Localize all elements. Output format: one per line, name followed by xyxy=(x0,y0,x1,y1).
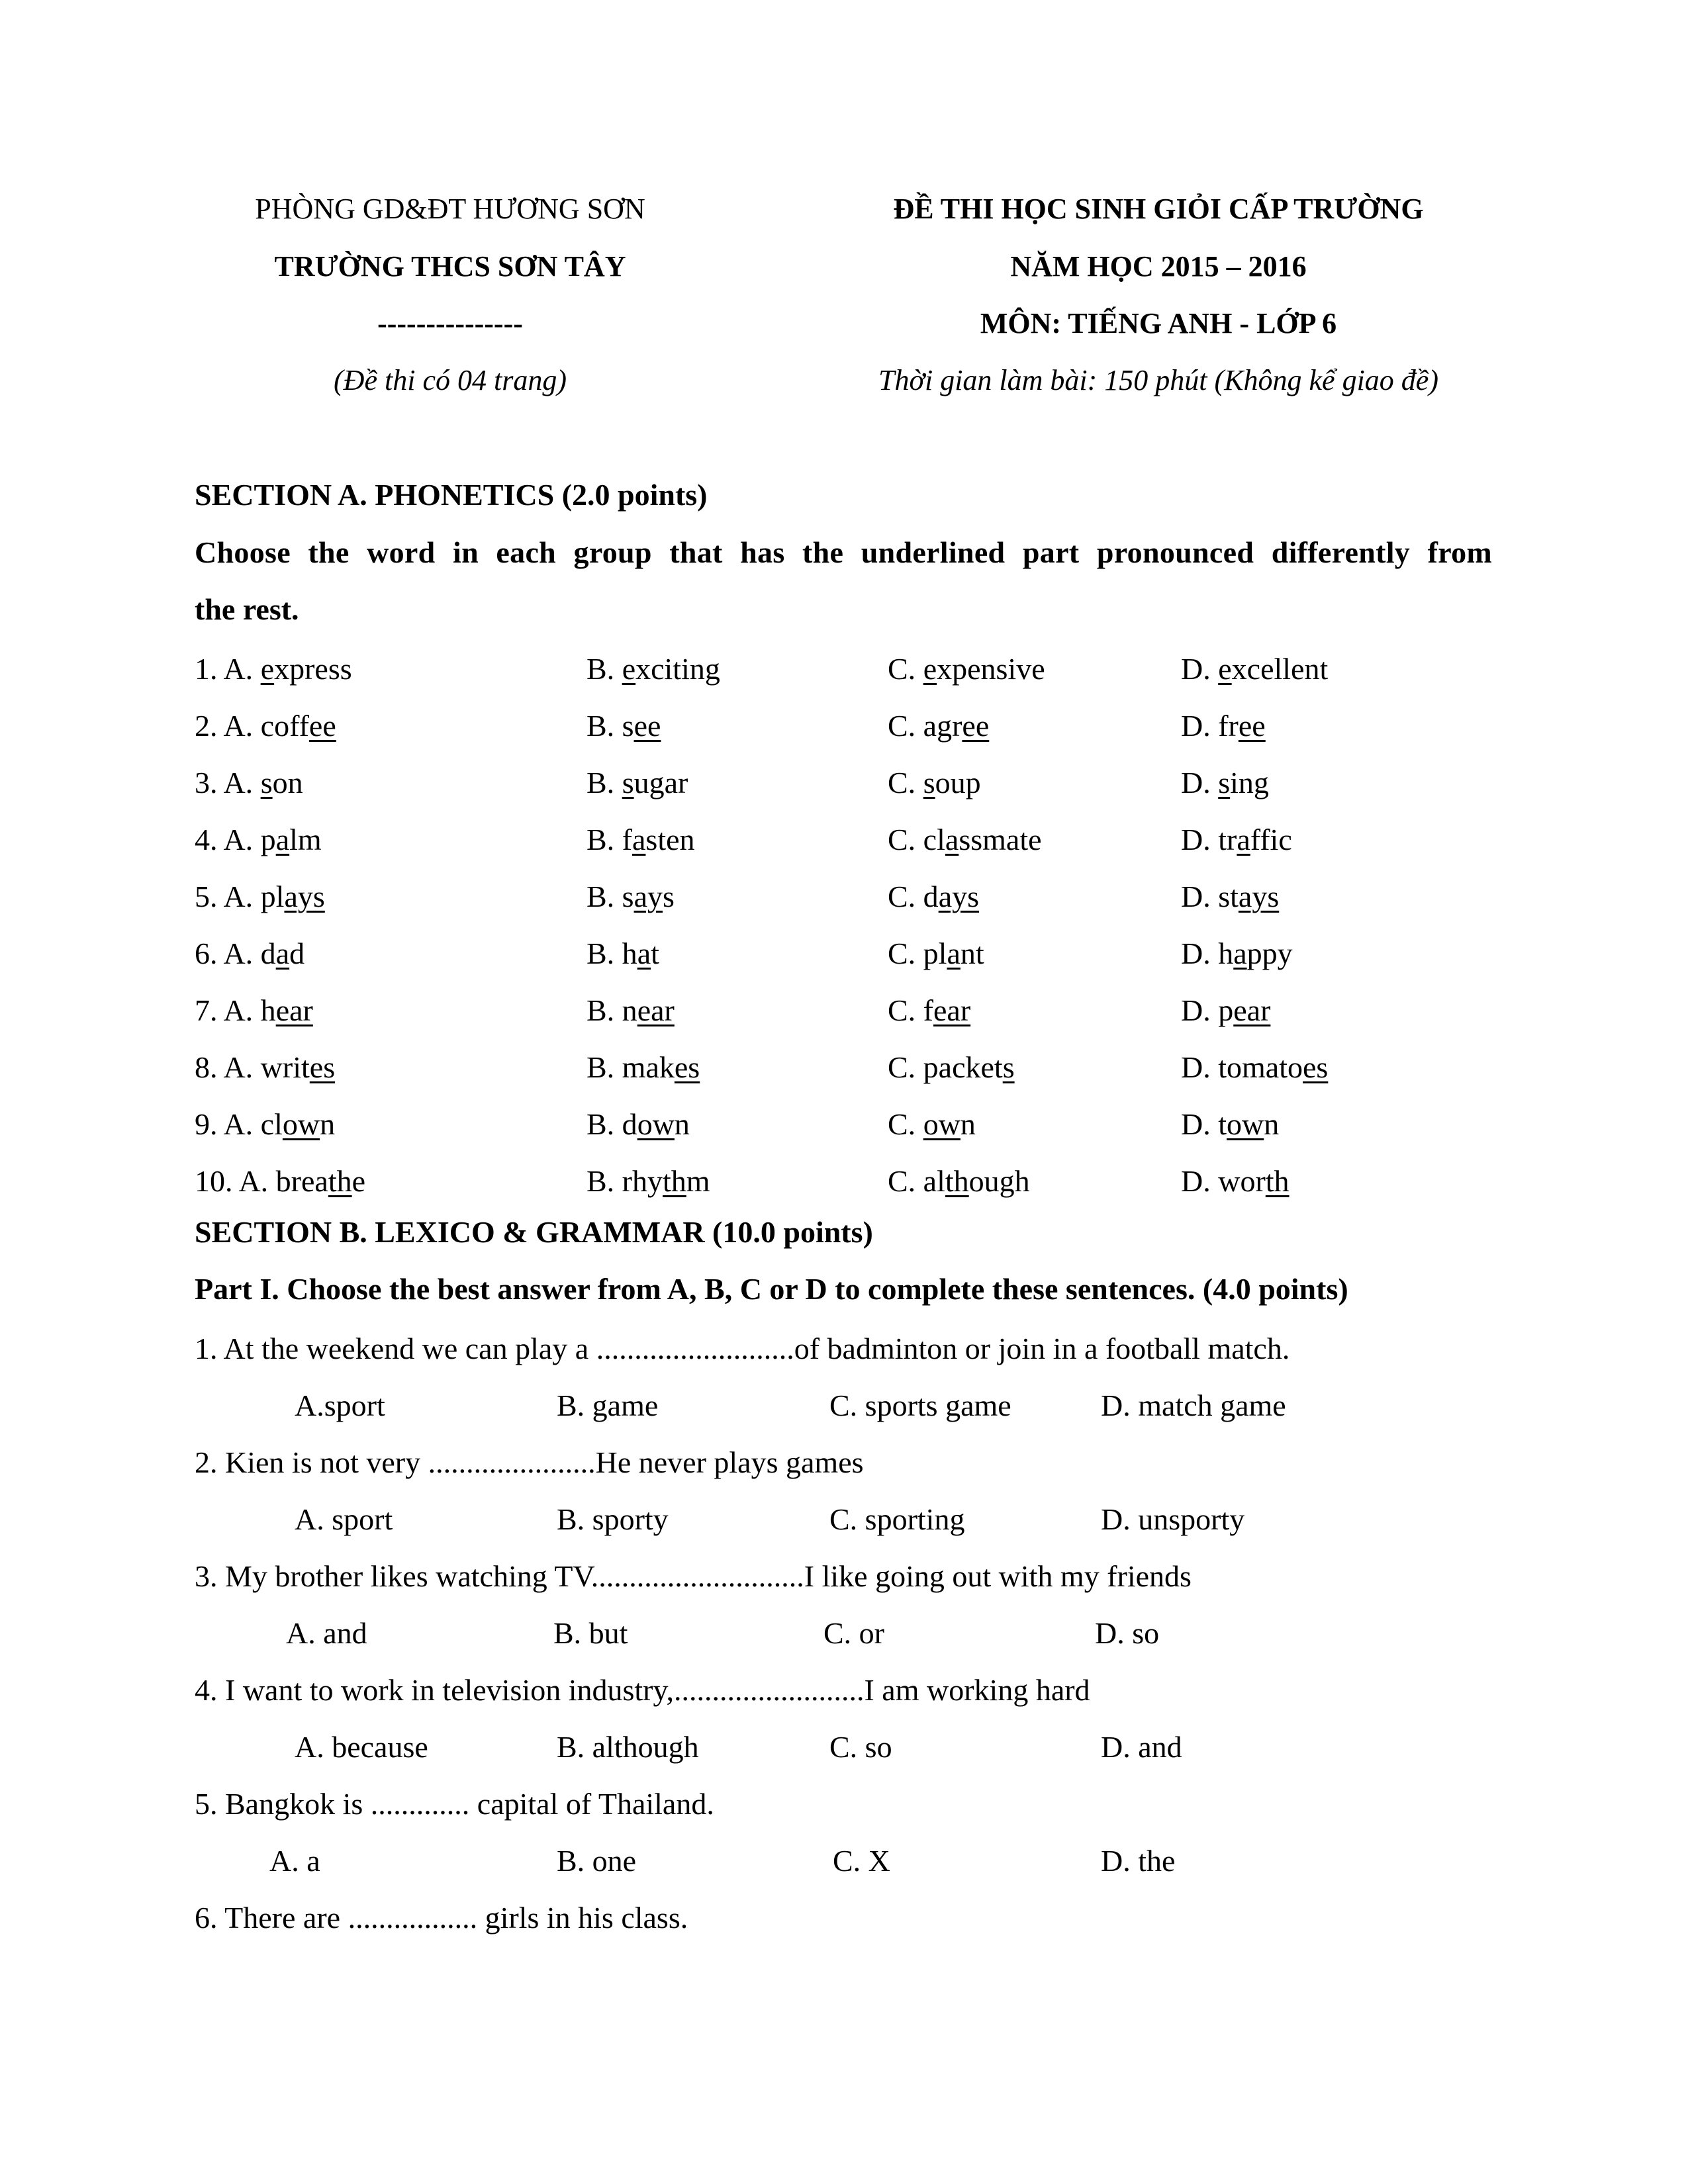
phonetics-q7-option-c xyxy=(888,993,970,1028)
grammar-q2-option-d: D. unsporty xyxy=(1101,1502,1245,1536)
section-a-instruction-cont: the rest. xyxy=(195,592,299,626)
underlined-part: ow xyxy=(637,1107,675,1141)
word-part: ssmate xyxy=(959,823,1042,856)
time-note: Thời gian làm bài: 150 phút (Không kể giao đề) xyxy=(878,364,1438,396)
phonetics-q5-option-a xyxy=(195,879,325,914)
underlined-part: ee xyxy=(308,709,336,743)
underlined-part: a xyxy=(637,936,651,970)
underlined-part: a xyxy=(1233,936,1247,970)
word-part: B. f xyxy=(586,823,632,856)
phonetics-q1-option-c xyxy=(888,651,1045,686)
grammar-q2-option-c: C. sporting xyxy=(829,1502,965,1536)
phonetics-q5-option-b xyxy=(586,879,675,914)
word-part: 5. A. pl xyxy=(195,880,285,913)
phonetics-q4-option-d xyxy=(1181,822,1292,857)
underlined-part: s xyxy=(260,766,273,799)
word-part: 7. A. h xyxy=(195,993,276,1027)
phonetics-q4-option-c xyxy=(888,822,1042,857)
phonetics-q9-option-b xyxy=(586,1107,690,1142)
grammar-q5-option-d: D. the xyxy=(1101,1844,1176,1878)
phonetics-q2-option-b xyxy=(586,708,661,743)
underlined-part: ow xyxy=(282,1107,320,1141)
word-part: 10. A. brea xyxy=(195,1164,328,1198)
word-part: B. n xyxy=(586,993,637,1027)
phonetics-q9-option-d xyxy=(1181,1107,1279,1142)
phonetics-q2-option-a xyxy=(195,708,336,743)
underlined-part: e xyxy=(1218,652,1232,686)
phonetics-q5-option-d xyxy=(1181,879,1279,914)
phonetics-q3-option-d xyxy=(1181,765,1269,800)
word-part: t xyxy=(651,936,659,970)
underlined-part: es xyxy=(1302,1050,1329,1084)
underlined-part: es xyxy=(674,1050,700,1084)
word-part: e xyxy=(352,1164,366,1198)
phonetics-q4-option-b xyxy=(586,822,695,857)
word-part: n xyxy=(674,1107,690,1141)
word-part: B. d xyxy=(586,1107,637,1141)
phonetics-q10-option-c xyxy=(888,1163,1030,1199)
phonetics-q2-option-d xyxy=(1181,708,1266,743)
underlined-part: ow xyxy=(923,1107,961,1141)
header-divider: --------------- xyxy=(377,307,523,340)
grammar-q1-option-c: C. sports game xyxy=(829,1388,1011,1422)
underlined-part: ow xyxy=(1227,1107,1264,1141)
phonetics-q1-option-b xyxy=(586,651,720,686)
grammar-q1-stem: 1. At the weekend we can play a ..........................of badminton or join in a football match. xyxy=(195,1332,1290,1365)
word-part: ing xyxy=(1230,766,1269,799)
underlined-part: ee xyxy=(1238,709,1266,743)
grammar-q5-option-c: C. X xyxy=(833,1844,890,1878)
underlined-part: th xyxy=(945,1164,969,1198)
word-part: sten xyxy=(645,823,695,856)
word-part: B. rhy xyxy=(586,1164,663,1198)
grammar-q4-option-a: A. because xyxy=(295,1730,428,1764)
grammar-q2-option-b: B. sporty xyxy=(557,1502,669,1536)
phonetics-q6-option-c xyxy=(888,936,984,971)
phonetics-q8-option-d xyxy=(1181,1050,1328,1085)
word-part: B. h xyxy=(586,936,637,970)
underlined-part: ays xyxy=(938,880,980,913)
phonetics-q4-option-a xyxy=(195,822,322,857)
word-part: D. xyxy=(1181,652,1219,686)
section-a-title: SECTION A. PHONETICS (2.0 points) xyxy=(195,478,708,512)
grammar-q1-option-d: D. match game xyxy=(1101,1388,1286,1422)
grammar-q5-option-a: A. a xyxy=(269,1844,320,1878)
underlined-part: a xyxy=(947,936,961,970)
phonetics-q5-option-c xyxy=(888,879,979,914)
phonetics-q7-option-d xyxy=(1181,993,1270,1028)
grammar-q4-option-d: D. and xyxy=(1101,1730,1182,1764)
grammar-q3-option-b: B. but xyxy=(553,1616,628,1650)
pages-note: (Đề thi có 04 trang) xyxy=(334,364,567,396)
phonetics-q7-option-a xyxy=(195,993,313,1028)
phonetics-q8-option-c xyxy=(888,1050,1015,1085)
phonetics-q1-option-a xyxy=(195,651,352,686)
word-part: C. cl xyxy=(888,823,945,856)
underlined-part: ear xyxy=(637,993,675,1027)
word-part: D. h xyxy=(1181,936,1234,970)
underlined-part: ee xyxy=(962,709,990,743)
part-i-title: Part I. Choose the best answer from A, B, C or D to complete these sentences. (4.0 points) xyxy=(195,1272,1348,1306)
phonetics-q3-option-c xyxy=(888,765,981,800)
exam-title: ĐỀ THI HỌC SINH GIỎI CẤP TRƯỜNG xyxy=(893,193,1424,225)
word-part: nt xyxy=(960,936,984,970)
phonetics-q8-option-a xyxy=(195,1050,335,1085)
word-part: m xyxy=(686,1164,710,1198)
word-part: D. t xyxy=(1181,1107,1227,1141)
word-part: B. mak xyxy=(586,1050,675,1084)
phonetics-q9-option-a xyxy=(195,1107,335,1142)
word-part: xciting xyxy=(635,652,720,686)
underlined-part: th xyxy=(328,1164,352,1198)
word-part: n xyxy=(960,1107,976,1141)
phonetics-q10-option-a xyxy=(195,1163,365,1199)
underlined-part: s xyxy=(923,766,935,799)
department-name: PHÒNG GD&ĐT HƯƠNG SƠN xyxy=(255,193,645,225)
underlined-part: a xyxy=(632,823,646,856)
word-part: xpress xyxy=(274,652,352,686)
word-part: ppy xyxy=(1246,936,1293,970)
underlined-part: ear xyxy=(275,993,313,1027)
school-name: TRƯỜNG THCS SƠN TÂY xyxy=(274,250,626,283)
word-part: B. xyxy=(586,766,622,799)
word-part: 1. A. xyxy=(195,652,261,686)
phonetics-q6-option-d xyxy=(1181,936,1293,971)
word-part: ugar xyxy=(633,766,688,799)
underlined-part: a xyxy=(1237,823,1250,856)
phonetics-q9-option-c xyxy=(888,1107,976,1142)
phonetics-q6-option-b xyxy=(586,936,659,971)
underlined-part: ear xyxy=(1233,993,1271,1027)
word-part: 2. A. coff xyxy=(195,709,309,743)
word-part: 9. A. cl xyxy=(195,1107,283,1141)
word-part: D. xyxy=(1181,766,1219,799)
grammar-q4-stem: 4. I want to work in television industry,.........................I am working hard xyxy=(195,1673,1090,1707)
phonetics-q10-option-b xyxy=(586,1163,710,1199)
grammar-q6-stem: 6. There are ................. girls in his class. xyxy=(195,1901,688,1934)
word-part: oup xyxy=(935,766,981,799)
word-part: ough xyxy=(968,1164,1030,1198)
underlined-part: ay xyxy=(633,880,663,913)
word-part: lm xyxy=(289,823,322,856)
word-part: C. d xyxy=(888,880,939,913)
grammar-q2-stem: 2. Kien is not very ......................He never plays games xyxy=(195,1445,864,1479)
word-part: C. al xyxy=(888,1164,945,1198)
grammar-q1-option-b: B. game xyxy=(557,1388,659,1422)
underlined-part: ays xyxy=(1238,880,1280,913)
underlined-part: e xyxy=(923,652,937,686)
underlined-part: ear xyxy=(933,993,971,1027)
word-part: B. s xyxy=(586,709,634,743)
phonetics-q7-option-b xyxy=(586,993,675,1028)
word-part: D. wor xyxy=(1181,1164,1266,1198)
underlined-part: a xyxy=(945,823,959,856)
grammar-q3-option-a: A. and xyxy=(286,1616,367,1650)
grammar-q1-option-a: A.sport xyxy=(295,1388,385,1422)
grammar-q5-option-b: B. one xyxy=(557,1844,637,1878)
grammar-q3-option-d: D. so xyxy=(1095,1616,1160,1650)
underlined-part: s xyxy=(1218,766,1231,799)
phonetics-q6-option-a xyxy=(195,936,305,971)
word-part: 4. A. p xyxy=(195,823,276,856)
word-part: xcellent xyxy=(1231,652,1329,686)
grammar-q3-option-c: C. or xyxy=(823,1616,884,1650)
section-a-instruction: Choose the word in each group that has the underlined part pronounced differently from xyxy=(195,535,1492,569)
word-part: 8. A. writ xyxy=(195,1050,310,1084)
phonetics-q8-option-b xyxy=(586,1050,700,1085)
underlined-part: th xyxy=(663,1164,686,1198)
underlined-part: ays xyxy=(284,880,325,913)
phonetics-q2-option-c xyxy=(888,708,989,743)
word-part: C. f xyxy=(888,993,933,1027)
underlined-part: a xyxy=(275,823,290,856)
word-part: B. xyxy=(586,652,622,686)
underlined-part: e xyxy=(260,652,275,686)
underlined-part: e xyxy=(622,652,636,686)
word-part: B. s xyxy=(586,880,634,913)
grammar-q4-option-b: B. although xyxy=(557,1730,699,1764)
underlined-part: a xyxy=(275,936,290,970)
word-part: C. xyxy=(888,1107,923,1141)
word-part: D. st xyxy=(1181,880,1239,913)
school-year: NĂM HỌC 2015 – 2016 xyxy=(1010,250,1307,283)
word-part: 6. A. d xyxy=(195,936,276,970)
word-part: C. xyxy=(888,766,923,799)
word-part: C. agr xyxy=(888,709,962,743)
word-part: n xyxy=(1264,1107,1280,1141)
phonetics-q3-option-b xyxy=(586,765,688,800)
word-part: D. tr xyxy=(1181,823,1237,856)
grammar-q5-stem: 5. Bangkok is ............. capital of Thailand. xyxy=(195,1787,714,1821)
subject-line: MÔN: TIẾNG ANH - LỚP 6 xyxy=(980,307,1337,340)
word-part: D. p xyxy=(1181,993,1234,1027)
word-part: 3. A. xyxy=(195,766,261,799)
underlined-part: es xyxy=(309,1050,336,1084)
underlined-part: s xyxy=(1002,1050,1015,1084)
word-part: s xyxy=(663,880,675,913)
word-part: D. tomato xyxy=(1181,1050,1303,1084)
grammar-q4-option-c: C. so xyxy=(829,1730,892,1764)
word-part: ffic xyxy=(1250,823,1292,856)
word-part: C. xyxy=(888,652,923,686)
grammar-q2-option-a: A. sport xyxy=(295,1502,393,1536)
underlined-part: th xyxy=(1265,1164,1289,1198)
grammar-q3-stem: 3. My brother likes watching TV............................I like going out with my friends xyxy=(195,1559,1192,1593)
word-part: on xyxy=(272,766,303,799)
underlined-part: s xyxy=(622,766,634,799)
phonetics-q1-option-d xyxy=(1181,651,1328,686)
underlined-part: ee xyxy=(633,709,661,743)
word-part: C. pl xyxy=(888,936,947,970)
word-part: d xyxy=(289,936,305,970)
phonetics-q3-option-a xyxy=(195,765,303,800)
section-b-title: SECTION B. LEXICO & GRAMMAR (10.0 points) xyxy=(195,1215,873,1249)
phonetics-q10-option-d xyxy=(1181,1163,1289,1199)
word-part: C. packet xyxy=(888,1050,1003,1084)
word-part: xpensive xyxy=(937,652,1045,686)
word-part: n xyxy=(320,1107,336,1141)
word-part: D. fr xyxy=(1181,709,1239,743)
